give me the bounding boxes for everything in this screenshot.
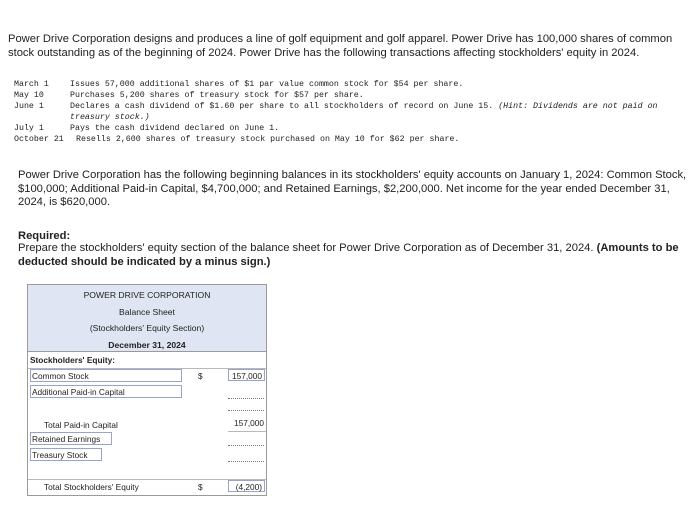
treasury-stock-label: Treasury Stock: [32, 450, 88, 460]
transaction-text: [70, 101, 694, 123]
problem-intro: Power Drive Corporation designs and produces a line of golf equipment and golf apparel. Power Drive has 100,000 shares of common stock outstanding as of the beginning of 2024. Power Drive has the following transactions affecting stockholders' equity in 2024.: [8, 33, 673, 59]
dollar-sign: $: [198, 371, 203, 381]
transaction-row: [14, 79, 694, 90]
required-instruction: Prepare the stockholders' equity section of the balance sheet for Power Drive Corporation as of December 31, 2024.: [18, 242, 594, 254]
common-stock-label: Common Stock: [32, 371, 89, 381]
required-note: (Amounts to be deducted should be indicated by a minus sign.): [18, 242, 679, 268]
transaction-date: March 1: [14, 80, 49, 89]
company-name: POWER DRIVE CORPORATION: [83, 290, 211, 300]
transaction-text-main: Declares a cash dividend of $1.60 per share to all stockholders of record on June 15.: [70, 102, 494, 111]
transaction-text: Pays the cash dividend declared on June 1.: [70, 124, 280, 133]
total-paid-in-label: Total Paid-in Capital: [44, 420, 118, 430]
transaction-text: Resells 2,600 shares of treasury stock purchased on May 10 for $62 per share.: [76, 135, 460, 144]
dollar-sign: $: [198, 482, 203, 492]
transaction-hint: (Hint: Dividends are not paid on treasury stock.): [70, 102, 658, 122]
transaction-date: October 21: [14, 135, 64, 144]
required-heading: Required:: [18, 230, 71, 242]
balance-sheet-header: [28, 285, 266, 352]
total-paid-in-amount: 157,000: [234, 418, 264, 428]
transaction-row: [14, 90, 694, 101]
transaction-date: May 10: [14, 91, 44, 100]
apic-label: Additional Paid-in Capital: [32, 387, 125, 397]
statement-date: December 31, 2024: [108, 340, 186, 350]
transaction-row: [14, 134, 694, 145]
retained-earnings-amount-line[interactable]: [228, 445, 264, 446]
divider: [228, 431, 266, 432]
balance-sheet-form: [27, 284, 267, 496]
treasury-stock-amount-line[interactable]: [228, 461, 264, 462]
apic-amount-line[interactable]: [228, 398, 264, 399]
required-text: [18, 242, 688, 269]
equity-label: Stockholders' Equity:: [30, 355, 115, 365]
transaction-row: [14, 101, 694, 123]
transaction-date: July 1: [14, 124, 44, 133]
transaction-text: Issues 57,000 additional shares of $1 par value common stock for $54 per share.: [70, 80, 464, 89]
section-name: (Stockholders' Equity Section): [89, 323, 205, 333]
total-equity-amount[interactable]: (4,200): [228, 480, 265, 492]
total-equity-label: Total Stockholders' Equity: [44, 482, 139, 492]
transaction-text: Purchases 5,200 shares of treasury stock for $57 per share.: [70, 91, 364, 100]
common-stock-amount[interactable]: 157,000: [228, 369, 265, 381]
transaction-row: [14, 123, 694, 134]
blank-amount-line[interactable]: [228, 410, 264, 411]
beginning-balances-paragraph: Power Drive Corporation has the following beginning balances in its stockholders' equity accounts on January 1, 2024: Common Stock, $100,000; Additional Paid-in Capital, $4,700,000; and Retained Earnings, $2,200,000. Net income for the year ended December 31, 2024, is $620,000.: [18, 169, 687, 208]
transaction-date: June 1: [14, 102, 44, 111]
transaction-list: [14, 79, 694, 145]
statement-name: Balance Sheet: [119, 307, 175, 317]
retained-earnings-label: Retained Earnings: [32, 434, 101, 444]
